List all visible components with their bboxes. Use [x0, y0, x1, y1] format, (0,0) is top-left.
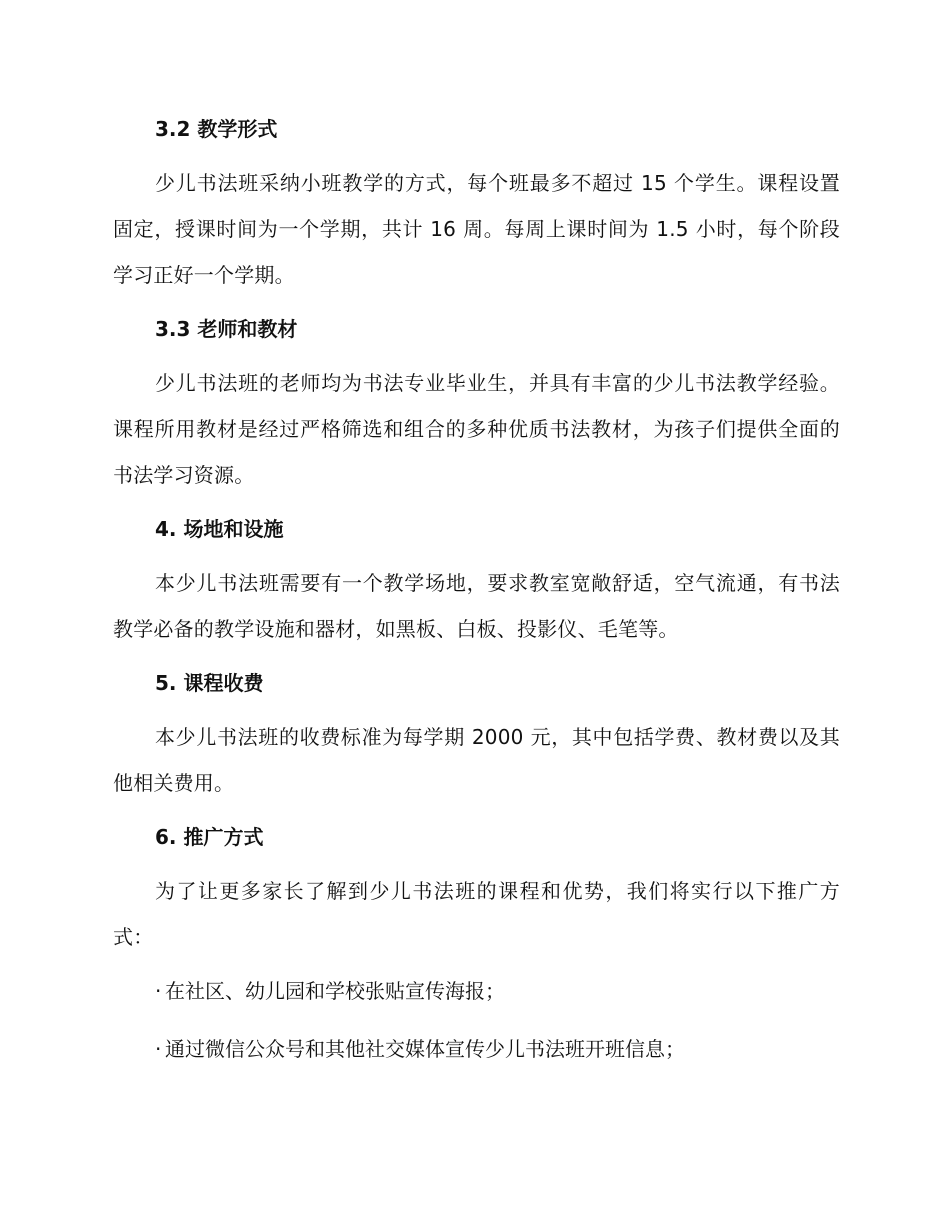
section-heading: 6. 推广方式: [155, 825, 264, 849]
section-paragraph: 为了让更多家长了解到少儿书法班的课程和优势，我们将实行以下推广方式：: [113, 879, 840, 949]
list-item: [113, 974, 840, 1008]
section-heading: 5. 课程收费: [155, 671, 264, 695]
section-paragraph: 本少儿书法班的收费标准为每学期 2000 元，其中包括学费、教材费以及其他相关费用。: [113, 725, 840, 795]
list-item: [113, 1032, 840, 1066]
section-paragraph: 本少儿书法班需要有一个教学场地，要求教室宽敞舒适，空气流通，有书法教学必备的教学设施和器材，如黑板、白板、投影仪、毛笔等。: [113, 571, 840, 641]
bullet-marker: ·: [155, 1037, 162, 1061]
section-heading: 3.2 教学形式: [155, 117, 278, 141]
section-heading: 3.3 老师和教材: [155, 317, 298, 341]
section-heading: 4. 场地和设施: [155, 517, 284, 541]
list-item-text: 通过微信公众号和其他社交媒体宣传少儿书法班开班信息；: [165, 1037, 685, 1061]
list-item-text: 在社区、幼儿园和学校张贴宣传海报；: [165, 979, 505, 1003]
section-paragraph: 少儿书法班采纳小班教学的方式，每个班最多不超过 15 个学生。课程设置固定，授课时间为一个学期，共计 16 周。每周上课时间为 1.5 小时，每个阶段学习正好一个学期。: [113, 171, 840, 287]
section-paragraph: 少儿书法班的老师均为书法专业毕业生，并具有丰富的少儿书法教学经验。课程所用教材是经过严格筛选和组合的多种优质书法教材，为孩子们提供全面的书法学习资源。: [113, 371, 840, 487]
bullet-marker: ·: [155, 979, 162, 1003]
document-body: [113, 112, 840, 1090]
